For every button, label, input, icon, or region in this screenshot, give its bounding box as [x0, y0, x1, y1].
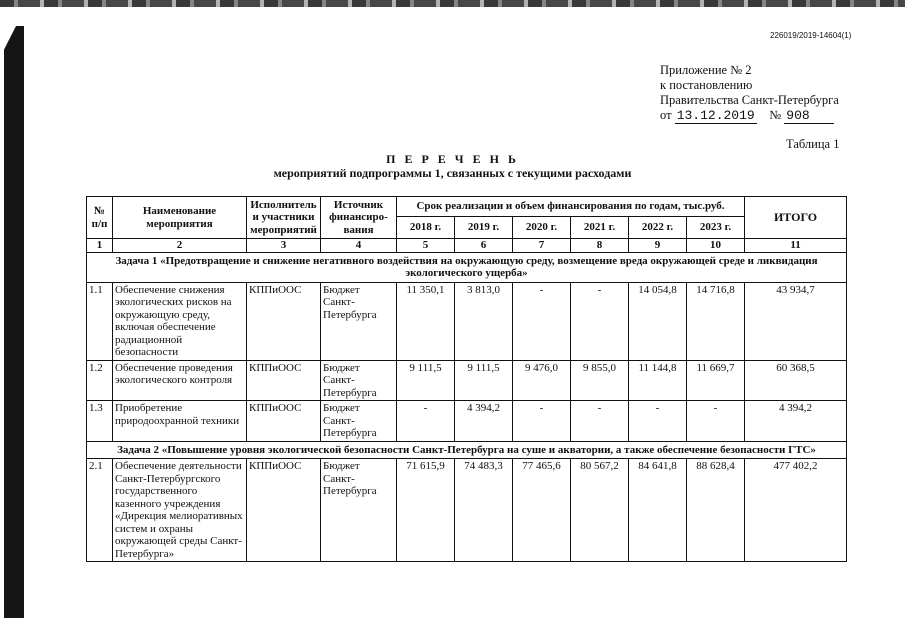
appendix-line-1: Приложение № 2 — [660, 63, 752, 77]
header-year: 2019 г. — [455, 217, 513, 239]
measure-name: Обеспечение проведения экологического контроля — [113, 360, 247, 401]
row-total: 60 368,5 — [745, 360, 847, 401]
year-value: - — [513, 401, 571, 442]
column-number: 9 — [629, 239, 687, 253]
column-number: 5 — [397, 239, 455, 253]
row-number: 1.1 — [87, 282, 113, 360]
resolution-number: 908 — [784, 108, 834, 124]
year-value: 80 567,2 — [571, 459, 629, 562]
column-number: 6 — [455, 239, 513, 253]
table-row — [87, 282, 847, 360]
scan-left-edge — [4, 26, 24, 618]
table-label: Таблица 1 — [786, 137, 840, 151]
scan-top-edge — [0, 0, 905, 7]
row-total: 43 934,7 — [745, 282, 847, 360]
funding-source: Бюджет Санкт-Петербурга — [321, 360, 397, 401]
year-value: - — [629, 401, 687, 442]
column-number: 11 — [745, 239, 847, 253]
column-number: 10 — [687, 239, 745, 253]
header-name: Наименование мероприятия — [113, 197, 247, 239]
year-value: - — [571, 282, 629, 360]
row-number: 2.1 — [87, 459, 113, 562]
year-value: 4 394,2 — [455, 401, 513, 442]
row-number: 1.2 — [87, 360, 113, 401]
year-value: 9 855,0 — [571, 360, 629, 401]
year-value: 11 144,8 — [629, 360, 687, 401]
header-source: Источник финансиро-вания — [321, 197, 397, 239]
funding-source: Бюджет Санкт-Петербурга — [321, 401, 397, 442]
number-prefix: № — [769, 108, 782, 122]
measures-table — [86, 196, 847, 562]
page-title: П Е Р Е Ч Е Н Ь — [386, 152, 519, 166]
year-value: 14 716,8 — [687, 282, 745, 360]
row-total: 477 402,2 — [745, 459, 847, 562]
header-executor: Исполнитель и участники мероприятий — [247, 197, 321, 239]
year-value: 71 615,9 — [397, 459, 455, 562]
year-value: - — [397, 401, 455, 442]
document-number: 226019/2019-14604(1) — [770, 31, 852, 40]
appendix-line-2: к постановлению — [660, 78, 753, 92]
measure-name: Обеспечение снижения экологических рисков на окружающую среду, включая обеспечение радиационной безопасности — [113, 282, 247, 360]
task-heading: Задача 2 «Повышение уровня экологической безопасности Санкт-Петербурга на суше и акватории, а также обеспечение безопасности ГТС» — [87, 441, 847, 459]
column-number: 3 — [247, 239, 321, 253]
measure-name: Приобретение природоохранной техники — [113, 401, 247, 442]
header-period: Срок реализации и объем финансирования по годам, тыс.руб. — [397, 197, 745, 217]
year-value: 84 641,8 — [629, 459, 687, 562]
year-value: 9 111,5 — [455, 360, 513, 401]
header-total: ИТОГО — [745, 197, 847, 239]
row-total: 4 394,2 — [745, 401, 847, 442]
executor: КППиООС — [247, 401, 321, 442]
year-value: - — [571, 401, 629, 442]
header-year: 2021 г. — [571, 217, 629, 239]
year-value: 11 350,1 — [397, 282, 455, 360]
column-number: 8 — [571, 239, 629, 253]
column-number: 4 — [321, 239, 397, 253]
resolution-date: 13.12.2019 — [676, 108, 755, 123]
year-value: 9 476,0 — [513, 360, 571, 401]
year-value: 74 483,3 — [455, 459, 513, 562]
column-number: 7 — [513, 239, 571, 253]
year-value: 88 628,4 — [687, 459, 745, 562]
table-row — [87, 401, 847, 442]
executor: КППиООС — [247, 282, 321, 360]
header-year: 2023 г. — [687, 217, 745, 239]
table-row — [87, 360, 847, 401]
year-value: - — [513, 282, 571, 360]
year-value: - — [687, 401, 745, 442]
funding-source: Бюджет Санкт-Петербурга — [321, 282, 397, 360]
task-heading: Задача 1 «Предотвращение и снижение негативного воздействия на окружающую среду, возмещение вреда окружающей среде и ликвидация экологического ущерба» — [87, 252, 847, 282]
year-value: 14 054,8 — [629, 282, 687, 360]
header-year: 2020 г. — [513, 217, 571, 239]
year-value: 77 465,6 — [513, 459, 571, 562]
table-row — [87, 459, 847, 562]
executor: КППиООС — [247, 360, 321, 401]
appendix-block — [660, 63, 839, 124]
year-value: 9 111,5 — [397, 360, 455, 401]
appendix-line-3: Правительства Санкт-Петербурга — [660, 93, 839, 107]
row-number: 1.3 — [87, 401, 113, 442]
column-number: 1 — [87, 239, 113, 253]
funding-source: Бюджет Санкт-Петербурга — [321, 459, 397, 562]
executor: КППиООС — [247, 459, 321, 562]
year-value: 11 669,7 — [687, 360, 745, 401]
page-subtitle: мероприятий подпрограммы 1, связанных с текущими расходами — [273, 166, 632, 180]
date-prefix: от — [660, 108, 672, 122]
year-value: 3 813,0 — [455, 282, 513, 360]
header-num: № п/п — [87, 197, 113, 239]
header-year: 2018 г. — [397, 217, 455, 239]
appendix-date-line — [660, 108, 839, 124]
column-number: 2 — [113, 239, 247, 253]
measure-name: Обеспечение деятельности Санкт-Петербургского государственного казенного учреждения «Дирекция мелиоративных систем и охраны окружающей среды Санкт-Петербурга» — [113, 459, 247, 562]
header-year: 2022 г. — [629, 217, 687, 239]
